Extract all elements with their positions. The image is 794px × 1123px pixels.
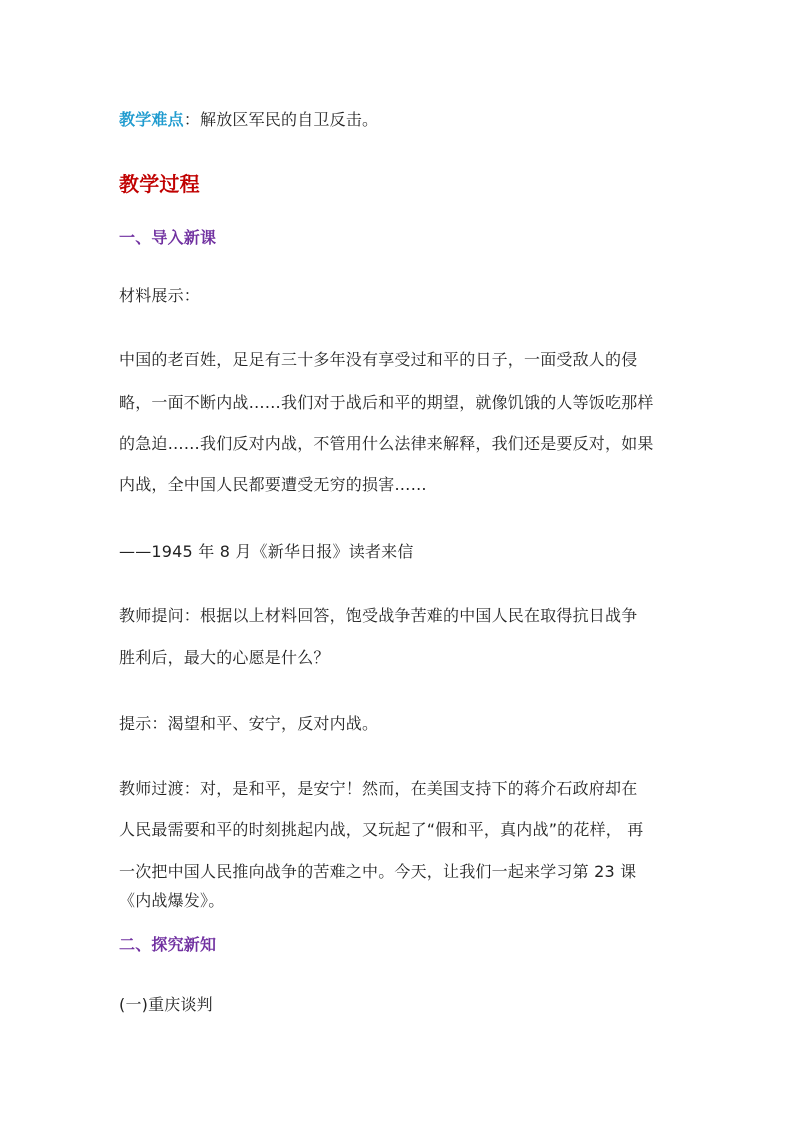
transition-line: 《内战爆发》。	[119, 891, 225, 910]
quote-line: 内战，全中国人民都要遭受无穷的损害……	[119, 475, 427, 494]
quote-source: ——1945 年 8 月《新华日报》读者来信	[119, 542, 414, 561]
hint-text: 提示：渴望和平、安宁，反对内战。	[119, 714, 379, 733]
section1-title: 一、导入新课	[119, 228, 217, 247]
transition-line: 教师过渡：对，是和平，是安宁！然而，在美国支持下的蒋介石政府却在	[119, 779, 638, 798]
quote-line: 略，一面不断内战……我们对于战后和平的期望，就像饥饿的人等饭吃那样	[119, 393, 654, 412]
material-label: 材料展示：	[119, 286, 201, 305]
subsection-title: (一)重庆谈判	[119, 995, 213, 1014]
transition-line: 一次把中国人民推向战争的苦难之中。今天，让我们一起来学习第 23 课	[119, 862, 637, 881]
section2-title: 二、探究新知	[119, 935, 217, 954]
question-line: 教师提问：根据以上材料回答，饱受战争苦难的中国人民在取得抗日战争	[119, 606, 638, 625]
difficulty-label: 教学难点	[119, 110, 184, 129]
process-title: 教学过程	[119, 172, 200, 196]
quote-line: 中国的老百姓，足足有三十多年没有享受过和平的日子，一面受敌人的侵	[119, 350, 638, 369]
quote-line: 的急迫……我们反对内战，不管用什么法律来解释，我们还是要反对，如果	[119, 434, 654, 453]
teaching-difficulty	[119, 110, 378, 130]
question-line: 胜利后，最大的心愿是什么？	[119, 648, 330, 667]
transition-line: 人民最需要和平的时刻挑起内战，又玩起了“假和平，真内战”的花样， 再	[119, 820, 644, 839]
difficulty-text: ：解放区军民的自卫反击。	[183, 110, 379, 129]
